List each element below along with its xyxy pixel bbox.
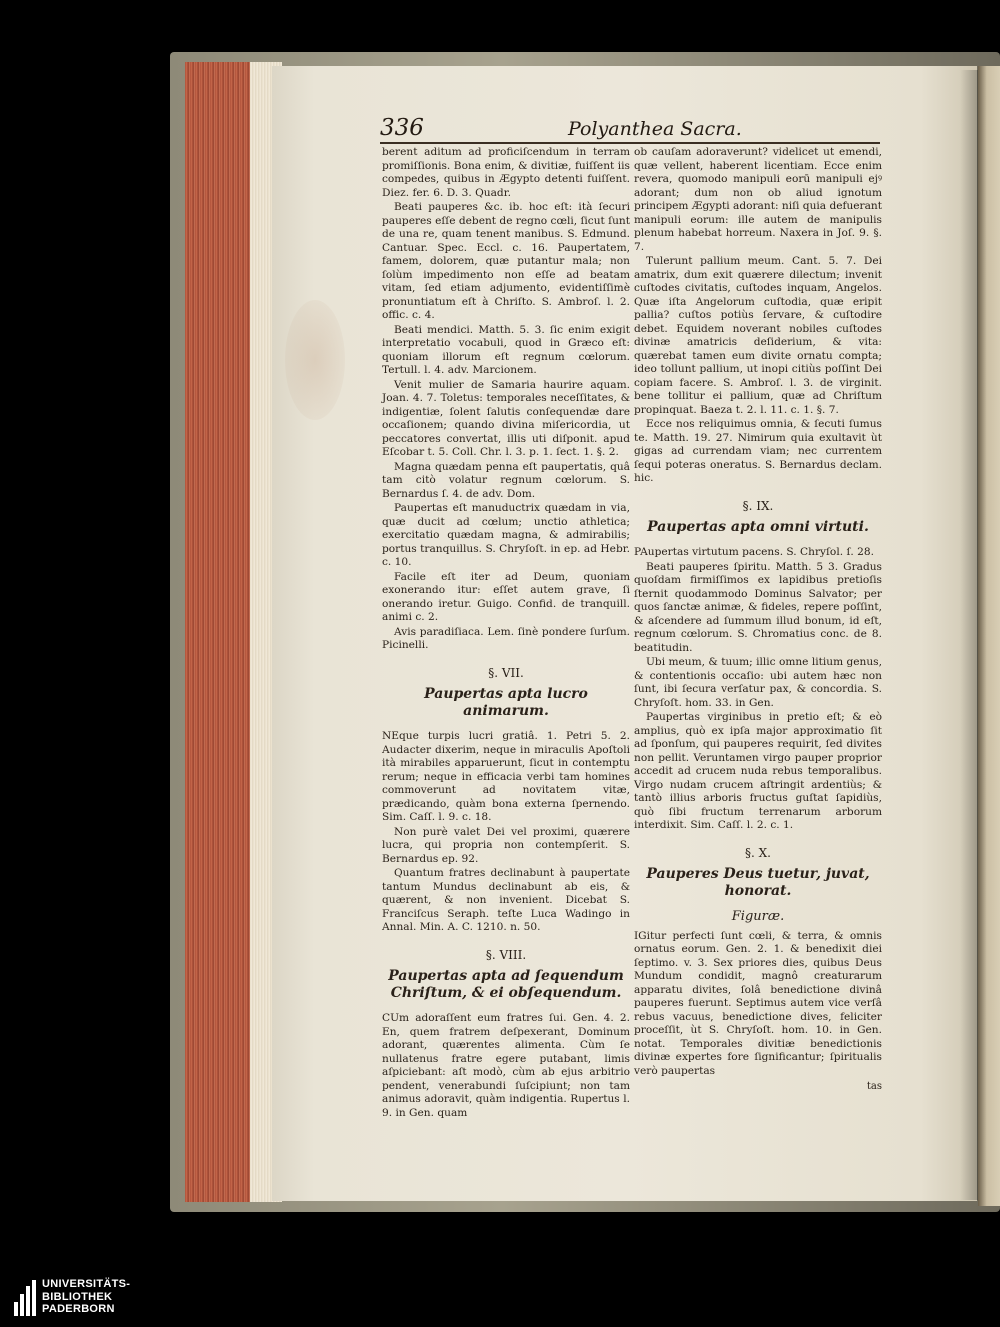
catchword: tas (866, 1081, 882, 1092)
paragraph: NEque turpis lucri gratiâ. 1. Petri 5. 2. Audacter dixerim, neque in miraculis Apoſtoli ità mirabiles apparuerunt, ſicut in contemptu rerum; neque in efficacia verbi tam homines commoverunt ad novitatem vitæ, prædicando, quàm bona externa ſpernendo. Sim. Caſſ. l. 9. c. 18. (382, 730, 630, 823)
paragraph: Ecce nos reliquimus omnia, & ſecuti ſumus te. Matth. 19. 27. Nimirum quia exultavit ùt gigas ad currendam viam; nec currentem ſequi poteras oneratus. S. Bernardus declam. hic. (634, 418, 882, 484)
library-logo-icon (14, 1280, 38, 1316)
right-column (634, 146, 882, 1094)
logo-line: UNIVERSITÄTS- (42, 1278, 131, 1290)
page-header (380, 115, 880, 145)
paragraph: Non purè valet Dei vel proximi, quærere lucra, qui propria non contempſerit. S. Bernardus ep. 92. (382, 825, 630, 865)
section-title: Paupertas apta ad ſequendum Chriſtum, & ei obſequendum. (388, 968, 624, 1001)
library-logo-text (42, 1278, 130, 1316)
paragraph: Paupertas virginibus in pretio eſt; & eò amplius, quò ex ipſa major approximatio ſit ad ſponſum, qui pauperes requirit, ſed divites non pellit. Veruntamen virgo pauper proprior accedit ad crucem nuda rebus temporalibus. Virgo nudam crucem aſtringit ardentiùs; & tantò illius arboris fructus guſtat ſapidiùs, quò ſibi fructum terrenarum arborum interdixit. Sim. Caſſ. l. 2. c. 1. (634, 711, 882, 831)
paragraph: berent aditum ad proficiſcendum in terram promiſſionis. Bona enim, & divitiæ, fuiſſent iis compedes, quibus in Ægypto detenti fuiſſent. Diez. fer. 6. D. 3. Quadr. (382, 146, 630, 199)
facing-page-edge (978, 66, 1000, 1206)
left-column (382, 146, 630, 1121)
section-number: §. IX. (742, 498, 774, 513)
paragraph: Venit mulier de Samaria haurire aquam. Joan. 4. 7. Toletus: temporales neceſſitates, & indigentiæ, ſolent ſalutis conſequendæ dare occaſionem; quando divina miſericordia, ut peccatores convertat, illis uti diſponit. apud Eſcobar t. 5. Coll. Chr. l. 3. p. 1. ſect. 1. §. 2. (382, 378, 630, 458)
section-title: Paupertas apta omni virtuti. (647, 519, 869, 535)
section-subtitle: Figuræ. (731, 909, 785, 924)
paragraph: ob cauſam adoraverunt? videlicet ut emendi, quæ vellent, haberent licentiam. Ecce enim revera, quomodo manipuli eorū manipuli ejꝰ adorant; dum non ob aliud ignotum principem Ægypti adorant: niſi quia defuerant manipuli eorum: ille autem de manipulis plenum habebat horreum. Naxera in Joſ. 9. §. 7. (634, 146, 882, 253)
spine-shadow (960, 70, 978, 1200)
section-number: §. X. (745, 845, 771, 860)
paragraph: Tulerunt pallium meum. Cant. 5. 7. Dei amatrix, dum exit quærere dilectum; invenit cuſtodes civitatis, cuſtodes inquam, Angelos. Quæ iſta Angelorum cuſtodia, quæ eripit pallia? cuſtos potiùs ſervare, & cuſtodire debet. Equidem noverant nobiles cuſtodes divinæ amatricis deſiderium, & vita: quærebat tamen eum divite ornatu compta; ideo tollunt pallium, ut inopi citiùs poſſint Dei copiam facere. S. Ambroſ. l. 3. de virginit. bene tollitur ei pallium, quæ ad Chriſtum propinquat. Baeza t. 2. l. 11. c. 1. §. 7. (634, 255, 882, 416)
paragraph: Quantum fratres declinabunt à paupertate tantum Mundus declinabunt ab eis, & quærent, & non invenient. Dicebat S. Franciſcus Seraph. teſte Luca Wadingo in Annal. Min. A. C. 1210. n. 50. (382, 867, 630, 933)
section-number: §. VII. (488, 665, 524, 680)
paragraph: Facile eſt iter ad Deum, quoniam exonerando itur: eſſet autem grave, ſi onerando iretur. Guigo. Confid. de tranquill. animi c. 2. (382, 570, 630, 623)
section-number: §. VIII. (485, 947, 527, 962)
running-head: Polyanthea Sacra. (568, 118, 742, 140)
logo-line: PADERBORN (42, 1303, 115, 1315)
header-rule (380, 142, 880, 144)
section-title: Pauperes Deus tuetur, juvat, honorat. (646, 866, 870, 899)
paragraph: IGitur perfecti ſunt cœli, & terra, & omnis ornatus eorum. Gen. 2. 1. & benedixit diei ſeptimo. v. 3. Sex priores dies, quibus Deus Mundum condidit, magnô creaturarum apparatu divites, ſolâ benedictione divinâ pauperes fuerunt. Septimus autem vice verſâ rebus vacuus, benedictione dives, feliciter proceſſit, ùt S. Chryſoſt. hom. 10. in Gen. notat. Temporales divitiæ benedictionis divinæ expertes fore ſignificantur; ſpiritualis verò paupertas (634, 929, 882, 1077)
paragraph: Paupertas eſt manuductrix quædam in via, quæ ducit ad cœlum; unctio athletica; exercitatio quædam magna, & admirabilis; portus tranquillus. S. Chryſoſt. in ep. ad Hebr. c. 10. (382, 502, 630, 568)
paragraph: PAupertas virtutum pacens. S. Chryſol. ſ. 28. (634, 546, 874, 558)
paragraph: Beati mendici. Matth. 5. 3. ſic enim exigit interpretatio vocabuli, quod in Græco eſt: quoniam illorum eſt regnum cœlorum. Tertull. l. 4. adv. Marcionem. (382, 323, 630, 376)
library-logo (14, 1278, 214, 1320)
section-title: Paupertas apta lucro animarum. (424, 686, 588, 719)
paragraph: CUm adoraſſent eum fratres ſui. Gen. 4. 2. En, quem fratrem deſpexerant, Dominum adorant, quærentes alimenta. Cùm ſe nullatenus fratre egere putabant, limis aſpiciebant: aſt modò, cùm ab ejus arbitrio pendent, venerabundi ſuſcipiunt; non tam animus adoravit, quàm indigentia. Rupertus l. 9. in Gen. quam (382, 1012, 630, 1119)
paragraph: Beati pauperes ſpiritu. Matth. 5 3. Gradus quoſdam firmiſſimos ex lapidibus pretioſis ſternit quodammodo Dominus Salvator; per quos ſanctæ animæ, & fideles, repere poſſint, & aſcendere ad ſummum illud bonum, id eſt, regnum cœlorum. S. Chromatius conc. de 8. beatitudin. (634, 560, 882, 654)
page-number: 336 (380, 115, 424, 141)
paragraph: Avis paradiſiaca. Lem. ſinè pondere ſurſum. Picinelli. (382, 625, 630, 651)
paragraph: Ubi meum, & tuum; illic omne litium genus, & contentionis occaſio: ubi autem hæc non ſunt, ibi ſecura verſatur pax, & concordia. S. Chryſoſt. hom. 33. in Gen. (634, 656, 882, 709)
page-stain (285, 300, 345, 420)
logo-line: BIBLIOTHEK (42, 1290, 113, 1303)
paragraph: Beati pauperes &c. ib. hoc eſt: ità ſecuri pauperes eſſe debent de regno cœli, ſicut ſunt de una re, quam tenent manibus. S. Edmund. Cantuar. Spec. Eccl. c. 16. Paupertatem, famem, dolorem, quæ putantur mala; non ſolùm impedimento non eſſe ad beatam vitam, ſed etiam adjumento, evidentiſſimè pronuntiatum eſt à Chriſto. S. Ambroſ. l. 2. offic. c. 4. (382, 201, 630, 321)
paragraph: Magna quædam penna eſt paupertatis, quâ tam citò volatur regnum cœlorum. S. Bernardus ſ. 4. de adv. Dom. (382, 460, 630, 500)
